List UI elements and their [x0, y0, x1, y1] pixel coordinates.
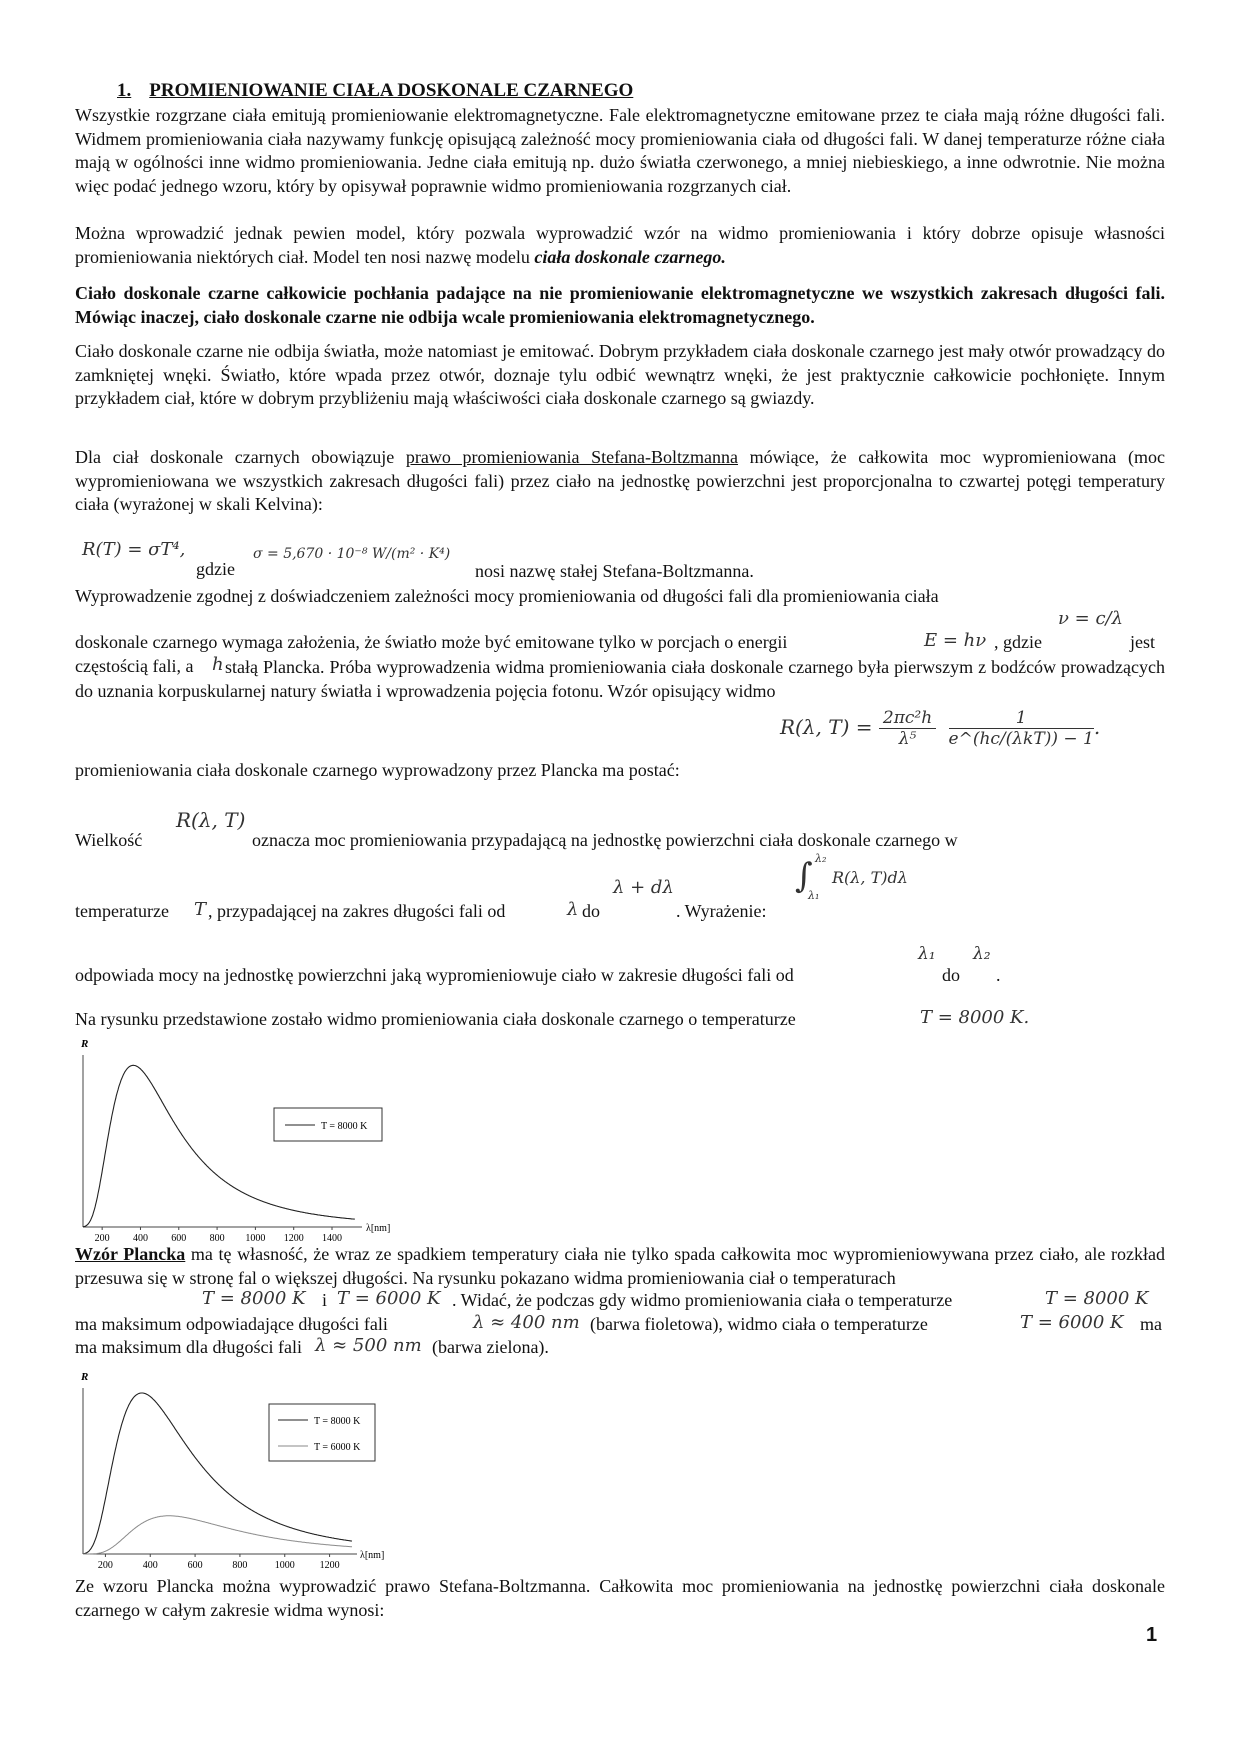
integrand: R(λ, T)dλ [832, 868, 908, 887]
paragraph-intro: Wszystkie rozgrzane ciała emitują promieniowanie elektromagnetyczne. Fale elektromagnetyczne emitowane przez te ciała mają różne długości fali. Widmem promieniowania ciała nazywamy funkcję opisującą zależność mocy promieniowania ciała od długości fali. W danej temperaturze różne ciała mają w ogólności inne widmo promieniowania. Jedne ciała emitują np. dużo światła czerwonego, a mniej niebieskiego, a inne odwrotnie. Nie można więc podać jednego wzoru, który by opisywał poprawnie widmo promieniowania rozgrzanych ciał. [75, 105, 1165, 196]
x-tick-label: 200 [97, 1560, 113, 1571]
x-tick-label: 800 [232, 1560, 248, 1571]
p7-wyrazenie: . Wyrażenie: [676, 901, 767, 921]
integral-lower: λ₁ [808, 889, 820, 902]
x-tick-label: 600 [187, 1560, 203, 1571]
p7-end: . [996, 965, 1001, 985]
p7-lambda1: λ₁ [918, 944, 936, 964]
chart2-ylabel: R [81, 1371, 89, 1383]
paragraph-definition: Ciało doskonale czarne całkowicie pochłania padające na nie promieniowanie elektromagnetyczne we wszystkich zakresach długości fali. Mówiąc inaczej, ciało doskonale czarne nie odbija wcale promieniowania elektromagnetycznego. [75, 283, 1165, 327]
x-tick-label: 600 [171, 1233, 187, 1244]
p9-text-e: ma maksimum dla długości fali [75, 1337, 302, 1357]
p9-t8000b: T = 8000 K [1045, 1288, 1149, 1309]
chart1-xlabel: λ[nm] [366, 1223, 391, 1234]
p7-odpowiada: odpowiada mocy na jednostkę powierzchni jaką wypromieniowuje ciało w zakresie długości fali od [75, 965, 794, 985]
planck-dot: . [1093, 715, 1101, 739]
planck-lhs: R(λ, T) = [780, 715, 873, 739]
formula-r-lambda-t: R(λ, T) [176, 808, 246, 832]
formula-stefan-boltzmann: R(T) = σT⁴, [82, 539, 186, 560]
paragraph-model-text: Można wprowadzić jednak pewien model, który pozwala wyprowadzić wzór na widmo promieniowania i który dobrze opisuje własności promieniowania niektórych ciał. Model ten nosi nazwę modelu [75, 223, 1165, 267]
p9-l500: λ ≈ 500 nm [315, 1335, 422, 1356]
planck-num1: 2πc²h [879, 708, 936, 729]
chart2-series-6000 [83, 1516, 352, 1554]
p9-t6000: T = 6000 K [337, 1288, 441, 1309]
p6-line3 [75, 656, 1165, 703]
p9-i: i [322, 1290, 328, 1310]
section-number: 1. [117, 80, 132, 101]
planck-num2: 1 [949, 708, 1094, 729]
p9-text-d: (barwa fioletowa), widmo ciała o temperaturze [590, 1314, 928, 1334]
planck-den1: λ⁵ [898, 729, 917, 749]
p8-temp: T = 8000 K. [920, 1007, 1030, 1028]
x-tick-label: 1200 [283, 1233, 304, 1244]
paragraph-stefan-derivation: Ze wzoru Plancka można wyprowadzić prawo Stefana-Boltzmanna. Całkowita moc promieniowania na jednostkę powierzchni ciała doskonale czarnego w całym zakresie widma wynosi: [75, 1576, 1165, 1620]
paragraph-model-emphasis: ciała doskonale czarnego. [534, 246, 726, 267]
x-tick-label: 400 [132, 1233, 148, 1244]
p7-line1: oznacza moc promieniowania przypadającą na jednostkę powierzchni ciała doskonale czarnego w [252, 830, 958, 850]
sb-before: Dla ciał doskonale czarnych obowiązuje [75, 447, 406, 467]
p9-text-ma: ma [1140, 1314, 1162, 1334]
stefan-boltzmann-link[interactable]: prawo promieniowania Stefana-Boltzmanna [405, 447, 739, 467]
formula-planck [780, 708, 1100, 749]
paragraph-examples: Ciało doskonale czarne nie odbija światła, może natomiast je emitować. Dobrym przykładem ciała doskonale czarnego jest mały otwór prowadzący do zamkniętej wnęki. Światło, które wpada przez otwór, doznaje tylu odbić wewnątrz wnęki, że jest praktycznie całkowicie pochłonięte. Innym przykładem ciał, które w dobrym przybliżeniu mają właściwości ciała doskonale czarnego są gwiazdy. [75, 341, 1165, 409]
p9-text-b: . Widać, że podczas gdy widmo promieniowania ciała o temperaturze [452, 1290, 953, 1310]
x-tick-label: 1000 [245, 1233, 266, 1244]
chart1-ticks [95, 1227, 342, 1244]
p7-lambda: λ [567, 899, 579, 920]
p9-t6000b: T = 6000 K [1020, 1312, 1124, 1333]
p6-line3b: stałą Plancka. Próba wyprowadzenia widma promieniowania ciała doskonale czarnego była pierwszym z bodźców prowadzących do uznania korpuskularnej natury światła i wprowadzenia pojęcia fotonu. Wzór opisujący widmo [75, 657, 1165, 701]
x-tick-label: 1400 [322, 1233, 343, 1244]
p9-t8000: T = 8000 K [202, 1288, 306, 1309]
p7-lambda2: λ₂ [973, 944, 991, 964]
p6-line1: Wyprowadzenie zgodnej z doświadczeniem zależności mocy promieniowania od długości fali dla promieniowania ciała [75, 586, 939, 606]
p7-temperaturze: temperaturze [75, 901, 169, 921]
planck-frac2 [949, 708, 1094, 749]
chart2-xlabel: λ[nm] [360, 1550, 385, 1561]
section-heading [117, 80, 633, 102]
chart-spectrum-8000 [70, 1033, 400, 1248]
formula-sigma: σ = 5,670 · 10⁻⁸ W/(m² · K⁴) [253, 546, 451, 562]
p6-line3a: częstością fali, a [75, 656, 194, 676]
integral-sign: ∫ [795, 856, 813, 896]
p7-lambda-dlambda: λ + dλ [613, 877, 674, 898]
formula-energy: E = hν [924, 630, 987, 651]
p7-range-text: , przypadającej na zakres długości fali od [208, 901, 506, 921]
p9-text-a: ma tę własność, że wraz ze spadkiem temperatury ciała nie tylko spada całkowita moc wypromieniowywana przez ciało, ale rozkład przesuwa się w stronę fal o większej długości. Na rysunku pokazano widma promieniowania ciał o temperaturach [75, 1244, 1165, 1288]
chart1-ylabel: R [81, 1038, 89, 1050]
planck-frac1 [879, 708, 936, 749]
page-number: 1 [1146, 1624, 1158, 1646]
formula-gdzie: gdzie [196, 559, 235, 579]
p7-do: do [582, 901, 600, 921]
p6-line2c: jest [1130, 632, 1155, 652]
p9-l400: λ ≈ 400 nm [473, 1312, 580, 1333]
x-tick-label: 400 [142, 1560, 158, 1571]
x-tick-label: 200 [94, 1233, 110, 1244]
x-tick-label: 1000 [274, 1560, 295, 1571]
p9-text-f: (barwa zielona). [432, 1337, 549, 1357]
p8-text: Na rysunku przedstawione zostało widmo promieniowania ciała doskonale czarnego o temperaturze [75, 1009, 796, 1029]
planck-constant: h [212, 654, 224, 675]
paragraph-model [75, 222, 1165, 269]
formula-nu: ν = c/λ [1058, 608, 1124, 629]
x-tick-label: 800 [209, 1233, 225, 1244]
sb-after: mówiące, że całkowita moc wypromieniowana (moc wypromieniowana we wszystkich zakresach długości fali) przez ciało na jednostkę powierzchni jest proporcjonalna to czwartej potęgi temperatury ciała (wyrażonej w skali Kelvina): [75, 447, 1165, 515]
chart2-ticks [98, 1554, 340, 1571]
x-tick-label: 1200 [319, 1560, 340, 1571]
planck-formula-link[interactable]: Wzór Plancka [75, 1244, 186, 1264]
chart2-legend-label-8000: T = 8000 K [314, 1416, 361, 1427]
p9-line1 [75, 1243, 1165, 1290]
paragraph-stefan-boltzmann [75, 446, 1165, 517]
p6-line5: promieniowania ciała doskonale czarnego wyprowadzony przez Plancka ma postać: [75, 760, 680, 780]
chart1-series-8000 [83, 1065, 355, 1227]
chart1-legend-label: T = 8000 K [321, 1121, 368, 1132]
p7-T: T [194, 899, 207, 920]
planck-den2: e^(hc/(λkT)) − 1 [948, 729, 1094, 749]
integral-upper: λ₂ [815, 852, 827, 865]
p6-line2a: doskonale czarnego wymaga założenia, że światło może być emitowane tylko w porcjach o energii [75, 632, 788, 652]
p7-do2: do [942, 965, 960, 985]
formula-sigma-caption: nosi nazwę stałej Stefana-Boltzmanna. [475, 561, 754, 581]
chart-spectrum-8000-6000 [70, 1366, 400, 1574]
chart2-legend-label-6000: T = 6000 K [314, 1442, 361, 1453]
p7-wielkosc: Wielkość [75, 830, 143, 850]
p9-text-c: ma maksimum odpowiadające długości fali [75, 1314, 388, 1334]
section-title: PROMIENIOWANIE CIAŁA DOSKONALE CZARNEGO [149, 80, 634, 101]
p6-line2b: , gdzie [994, 632, 1042, 652]
